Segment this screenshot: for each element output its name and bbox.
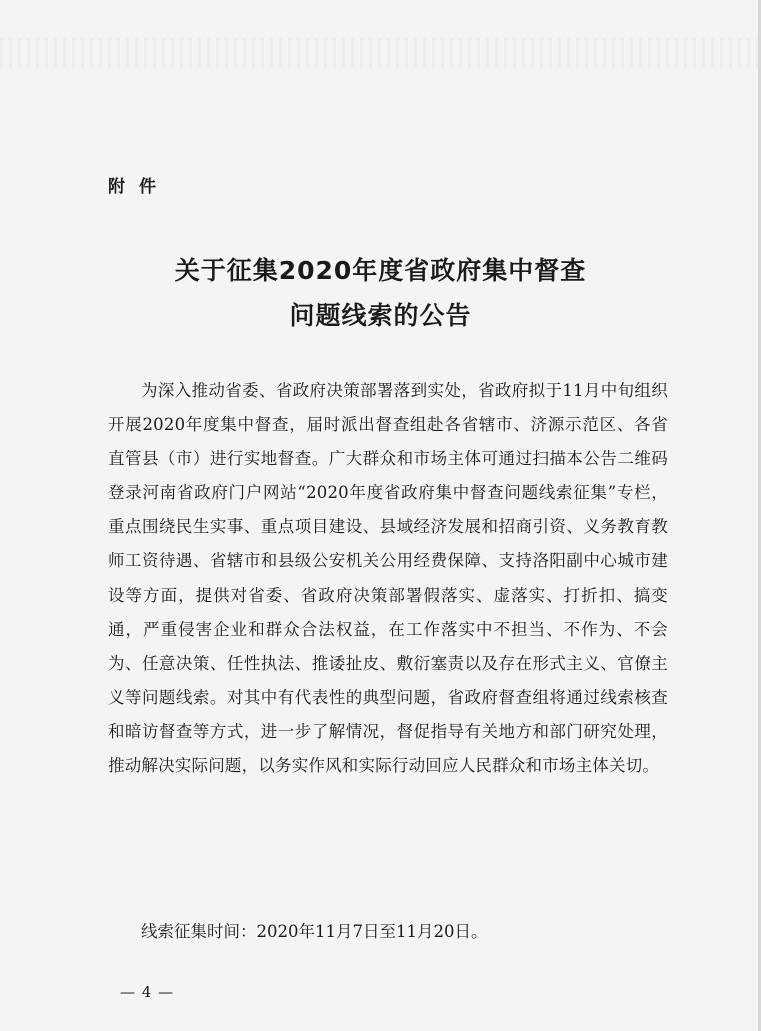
- scan-artifact: [0, 38, 761, 68]
- attachment-label: 附件: [108, 177, 170, 197]
- collection-time: 线索征集时间：2020年11月7日至11月20日。: [141, 922, 488, 941]
- page-number: — 4 —: [120, 983, 175, 1001]
- document-title-line-2: 问题线索的公告: [289, 301, 472, 330]
- document-title-line-1: 关于征集2020年度省政府集中督查: [174, 256, 587, 285]
- body-paragraph: 为深入推动省委、省政府决策部署落到实处，省政府拟于11月中旬组织开展2020年度集中督查，届时派出督查组赴各省辖市、济源示范区、各省直管县（市）进行实地督查。广大群众和市场主体可通过扫描本公告二维码登录河南省政府门户网站“2020年度省政府集中督查问题线索征集”专栏，重点围绕民生实事、重点项目建设、县域经济发展和招商引资、义务教育教师工资待遇、省辖市和县级公安机关公用经费保障、支持洛阳副中心城市建设等方面，提供对省委、省政府决策部署假落实、虚落实、打折扣、搞变通，严重侵害企业和群众合法权益，在工作落实中不担当、不作为、不会为、任意决策、任性执法、推诿扯皮、敷衍塞责以及存在形式主义、官僚主义等问题线索。对其中有代表性的典型问题，省政府督查组将通过线索核查和暗访督查等方式，进一步了解情况，督促指导有关地方和部门研究处理，推动解决实际问题，以务实作风和实际行动回应人民群众和市场主体关切。: [108, 381, 668, 776]
